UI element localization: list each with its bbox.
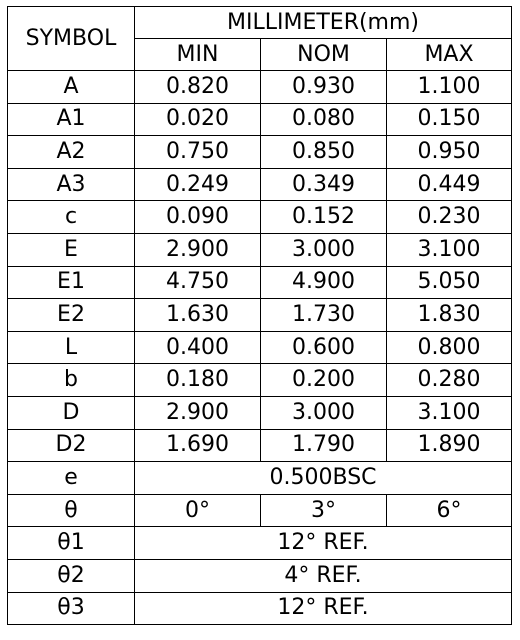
min-header: MIN xyxy=(135,39,261,71)
row-nom: 0.152 xyxy=(261,201,387,234)
table-row xyxy=(8,331,512,364)
table-row xyxy=(8,103,512,136)
row-merged-value: 12° REF. xyxy=(135,592,512,625)
table-row xyxy=(8,201,512,234)
row-max: 0.800 xyxy=(387,331,512,364)
row-merged-value: 4° REF. xyxy=(135,559,512,592)
row-min: 0.249 xyxy=(135,168,261,201)
table-row xyxy=(8,71,512,104)
row-symbol: A2 xyxy=(8,136,135,169)
row-min: 0.820 xyxy=(135,71,261,104)
row-nom: 0.200 xyxy=(261,364,387,397)
row-nom: 0.930 xyxy=(261,71,387,104)
row-max: 3.100 xyxy=(387,396,512,429)
row-min: 0.750 xyxy=(135,136,261,169)
row-max: 5.050 xyxy=(387,266,512,299)
dimension-table xyxy=(7,6,512,625)
row-min: 0.020 xyxy=(135,103,261,136)
row-merged-value: 12° REF. xyxy=(135,527,512,560)
table-row xyxy=(8,396,512,429)
row-min: 1.690 xyxy=(135,429,261,462)
row-max: 6° xyxy=(387,494,512,527)
row-max: 3.100 xyxy=(387,233,512,266)
row-symbol: E1 xyxy=(8,266,135,299)
row-min: 0.400 xyxy=(135,331,261,364)
table-row-theta2 xyxy=(8,559,512,592)
table-row xyxy=(8,233,512,266)
table-row xyxy=(8,429,512,462)
row-min: 0° xyxy=(135,494,261,527)
row-symbol: θ2 xyxy=(8,559,135,592)
row-nom: 0.600 xyxy=(261,331,387,364)
row-max: 1.890 xyxy=(387,429,512,462)
row-symbol: D xyxy=(8,396,135,429)
table-row-theta xyxy=(8,494,512,527)
nom-header: NOM xyxy=(261,39,387,71)
row-symbol: θ3 xyxy=(8,592,135,625)
row-nom: 0.349 xyxy=(261,168,387,201)
row-min: 2.900 xyxy=(135,396,261,429)
row-max: 0.230 xyxy=(387,201,512,234)
row-symbol: e xyxy=(8,462,135,495)
row-max: 1.100 xyxy=(387,71,512,104)
table-header-row xyxy=(8,7,512,39)
row-min: 0.090 xyxy=(135,201,261,234)
row-min: 0.180 xyxy=(135,364,261,397)
row-symbol: b xyxy=(8,364,135,397)
row-symbol: A1 xyxy=(8,103,135,136)
row-symbol: c xyxy=(8,201,135,234)
table-row xyxy=(8,364,512,397)
row-nom: 3° xyxy=(261,494,387,527)
row-symbol: D2 xyxy=(8,429,135,462)
row-nom: 3.000 xyxy=(261,233,387,266)
row-max: 0.150 xyxy=(387,103,512,136)
row-symbol: θ1 xyxy=(8,527,135,560)
unit-header: MILLIMETER(mm) xyxy=(135,7,512,39)
row-symbol: A xyxy=(8,71,135,104)
table-row xyxy=(8,136,512,169)
row-nom: 0.850 xyxy=(261,136,387,169)
row-min: 1.630 xyxy=(135,299,261,332)
row-symbol: L xyxy=(8,331,135,364)
row-nom: 4.900 xyxy=(261,266,387,299)
row-max: 0.449 xyxy=(387,168,512,201)
row-max: 1.830 xyxy=(387,299,512,332)
row-nom: 1.730 xyxy=(261,299,387,332)
row-min: 4.750 xyxy=(135,266,261,299)
row-max: 0.280 xyxy=(387,364,512,397)
row-symbol: E2 xyxy=(8,299,135,332)
row-symbol: E xyxy=(8,233,135,266)
row-nom: 1.790 xyxy=(261,429,387,462)
table-row xyxy=(8,266,512,299)
table-row xyxy=(8,299,512,332)
row-merged-value: 0.500BSC xyxy=(135,462,512,495)
row-symbol: θ xyxy=(8,494,135,527)
row-min: 2.900 xyxy=(135,233,261,266)
row-max: 0.950 xyxy=(387,136,512,169)
table-row-e xyxy=(8,462,512,495)
row-nom: 3.000 xyxy=(261,396,387,429)
table-row-theta3 xyxy=(8,592,512,625)
max-header: MAX xyxy=(387,39,512,71)
row-symbol: A3 xyxy=(8,168,135,201)
table-row-theta1 xyxy=(8,527,512,560)
row-nom: 0.080 xyxy=(261,103,387,136)
symbol-header: SYMBOL xyxy=(8,7,135,71)
table-row xyxy=(8,168,512,201)
